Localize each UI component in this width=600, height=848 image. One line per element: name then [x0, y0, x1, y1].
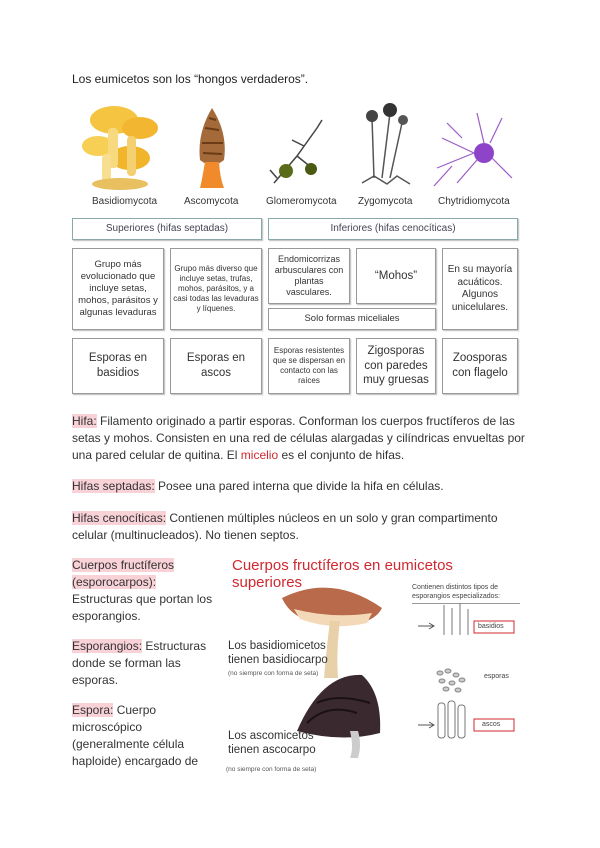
label-esporas: esporas [484, 673, 509, 680]
ascos-structures [438, 701, 465, 738]
cuerpos-paragraph: Cuerpos fructíferos (esporocarpos): Estructuras que portan los esporangios. [72, 558, 213, 623]
basidio-caption: Los basidiomicetos tienen basidiocarpo [228, 640, 328, 666]
cuerpos-term: Cuerpos fructíferos (esporocarpos): [72, 558, 175, 589]
esporangios-paragraph: Esporangios: Estructuras donde se forman las esporas. [72, 639, 207, 687]
septadas-term: Hifas septadas: [72, 479, 155, 493]
fungi-label-ascomycota: Ascomycota [184, 196, 239, 207]
chytridiomycota-icon [434, 113, 512, 186]
fungi-label-zygomycota: Zygomycota [358, 196, 413, 207]
basidiomycota-icon [82, 106, 158, 190]
zygomycota-icon [362, 103, 410, 184]
basidio-note: (no siempre con forma de seta) [228, 670, 319, 677]
cenociticas-paragraph: Hifas cenocíticas: Contienen múltiples núcleos en un solo y gran compartimento celular (multinucleados). No tienen septos. [72, 511, 498, 542]
figure-title: Cuerpos fructíferos en eumicetos superiores [232, 557, 453, 591]
septadas-paragraph: Hifas septadas: Posee una pared interna que divide la hifa en células. [72, 479, 444, 493]
espora-paragraph: Espora: Cuerpo microscópico (generalmente célula haploide) encargado de [72, 703, 199, 768]
solo-formas-miceliales: Solo formas miceliales [268, 308, 436, 330]
glomero-description: Endomicorrizas arbusculares con plantas vasculares. [268, 248, 350, 304]
fungi-label-chytridiomycota: Chytridiomycota [438, 196, 510, 207]
asco-description: Grupo más diverso que incluye setas, trufas, mohos, parásitos, y a casi todas las levaduras y líquenes. [170, 248, 262, 330]
basidios-structures [444, 603, 468, 635]
spore-cluster [437, 669, 465, 692]
glomero-spores: Esporas resistentes que se dispersan en contacto con las raíces [268, 338, 350, 394]
fungi-drawings [72, 98, 518, 210]
basidio-spores: Esporas en basidios [72, 338, 164, 394]
fungi-label-glomeromycota: Glomeromycota [266, 196, 337, 207]
esporangios-term: Esporangios: [72, 639, 143, 653]
espora-term: Espora: [72, 703, 114, 717]
asco-note: (no siempre con forma de seta) [226, 766, 317, 773]
fungi-groups-illustration [72, 98, 518, 210]
header-superiores: Superiores (hifas septadas) [72, 218, 262, 240]
asco-caption: Los ascomicetos tienen ascocarpo [228, 730, 316, 756]
label-ascos: ascos [482, 721, 501, 728]
micelio-term: micelio [240, 448, 279, 462]
chytrid-description: En su mayoría acuáticos. Algunos unicelulares. [442, 248, 518, 330]
intro-text: Los eumicetos son los “hongos verdaderos”. [72, 72, 309, 86]
zygo-description: “Mohos” [356, 248, 436, 304]
chytrid-spores: Zoosporas con flagelo [442, 338, 518, 394]
hifa-paragraph: Hifa: Filamento originado a partir esporas. Conforman los cuerpos fructíferos de las setas y mohos. Consisten en una red de células alargadas y cilíndricas envueltas por una pared celular de quitina. El micelio es el conjunto de hifas. [72, 414, 525, 462]
glomeromycota-icon [270, 120, 322, 183]
label-basidios: basidios [478, 623, 504, 630]
cenociticas-term: Hifas cenocíticas: [72, 511, 167, 525]
hifa-term: Hifa: [72, 414, 97, 428]
figure-arrows [418, 623, 434, 728]
header-inferiores: Inferiores (hifas cenocíticas) [268, 218, 518, 240]
classification-table [72, 218, 522, 400]
figure-note: Contienen distintos tipos de esporangios especializados: [412, 583, 520, 604]
cuerpos-fructiferos-figure [222, 553, 524, 785]
zygo-spores: Zigosporas con paredes muy gruesas [356, 338, 436, 394]
fungi-label-basidiomycota: Basidiomycota [92, 196, 158, 207]
ascomycota-icon [200, 108, 225, 188]
basidio-description: Grupo más evolucionado que incluye setas, mohos, parásitos y algunas levaduras [72, 248, 164, 330]
asco-spores: Esporas en ascos [170, 338, 262, 394]
